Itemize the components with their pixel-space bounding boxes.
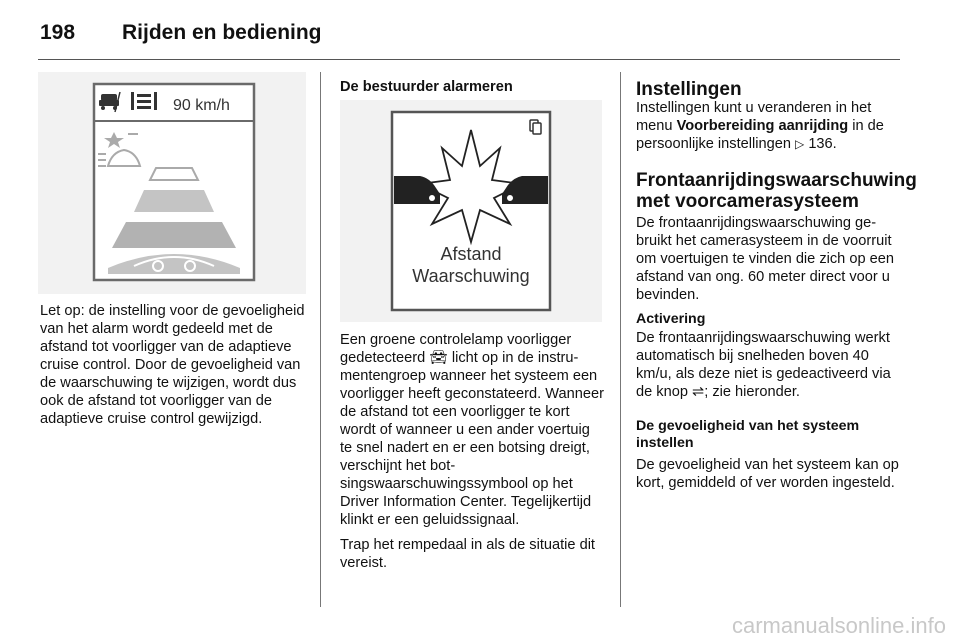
collision-warning-figure: [340, 100, 602, 322]
activation-paragraph: [636, 329, 906, 401]
cruise-display-figure: [38, 72, 306, 294]
settings-paragraph: [636, 99, 906, 153]
brake-paragraph: Trap het rempedaal in als de situatie dit vereist.: [340, 537, 595, 571]
column-divider-2: [620, 72, 621, 607]
text-fragment: licht op in de instrumentengroep wanneer het systeem een voorligger heeft geconstateerd. Wanneer de afstand tot een voorligger te kort wordt of wanneer u een ander voertuig te snel nadert en er een botsing dreigt, verschijnt het botsingswaarschuwingssymbool op het Driver Information Center. Tegelijkertijd klinkt er een geluidssignaal.: [340, 350, 604, 528]
section-heading-forward-collision: [636, 170, 917, 212]
warning-line-2: Waarschuwing: [412, 266, 530, 286]
driver-alert-paragraph: [340, 331, 606, 529]
sensitivity-paragraph: De gevoeligheid van het systeem kan op kort, gemiddeld of ver worden ingesteld.: [636, 457, 899, 491]
section-heading-driver-alert: De bestuurder alarmeren: [340, 79, 513, 95]
text-fragment: in de persoonlijke instellingen: [636, 118, 884, 152]
collision-warning-illustration: [340, 100, 602, 322]
watermark: carmanualsonline.info: [731, 613, 946, 638]
forward-collision-paragraph: De frontaanrijdingswaarschuwing gebruikt het camerasysteem in de voorruit om voertuigen te vinden die zich op een afstand van ong. 60 meter direct voor u bevinden.: [636, 215, 894, 303]
text-fragment: ; zie hieronder.: [704, 384, 800, 400]
section-heading-settings: Instellingen: [636, 79, 742, 100]
heading-line: met voorcamerasysteem: [636, 191, 859, 212]
page-number: 198: [40, 21, 76, 44]
text-fragment: Instellingen kunt u veranderen in het menu: [636, 100, 872, 134]
column-divider-1: [320, 72, 321, 607]
sub-heading-sensitivity: [636, 418, 859, 452]
warning-line-1: Afstand: [440, 244, 502, 264]
text-fragment: De frontaanrijdingswaarschuwing werkt automatisch bij snelheden boven 40 km/u, als deze niet is gedeactiveerd via de knop: [636, 330, 891, 400]
collision-alert-button-icon: ⇌: [692, 384, 705, 400]
chapter-title: Rijden en bediening: [122, 21, 322, 44]
text-fragment: Een groene controlelamp voorligger gedetecteerd: [340, 332, 572, 366]
speed-readout: 90 km/h: [173, 97, 230, 114]
page-reference-icon: ▷: [795, 137, 805, 151]
heading-line: instellen: [636, 435, 694, 451]
cruise-display-illustration: [38, 72, 306, 294]
header-rule: [38, 59, 900, 60]
menu-name: Voorbereiding aanrijding: [676, 118, 849, 134]
heading-line: De gevoeligheid van het systeem: [636, 418, 860, 434]
car-ahead-icon: 🚘︎: [429, 350, 448, 366]
heading-line: Frontaanrijdingswaarschuwing: [636, 170, 917, 191]
page-reference: 136.: [808, 136, 837, 152]
sub-heading-activation: Activering: [636, 311, 706, 327]
sensitivity-note: Let op: de instelling voor de gevoeligheid van het alarm wordt gedeeld met de afstand tot voorligger van de adaptieve cruise control. Door de gevoeligheid van de waarschuwing te wijzigen, wordt dus ook de afstand tot voorligger van de adaptieve cruise control gewijzigd.: [40, 303, 305, 427]
